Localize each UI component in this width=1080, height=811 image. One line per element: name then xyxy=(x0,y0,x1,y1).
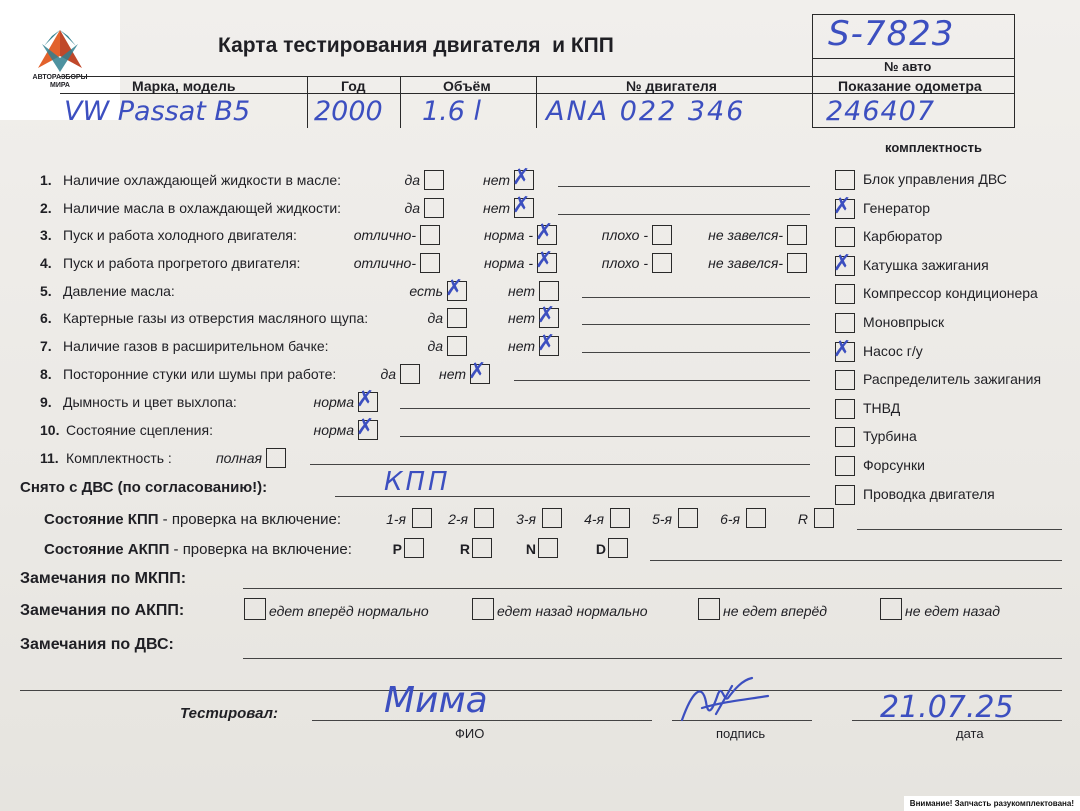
completeness-checkbox-mark-icon: ✗ xyxy=(833,192,852,218)
option-label: да xyxy=(404,172,420,188)
header-col-volume: Объём xyxy=(443,78,491,94)
answer-line xyxy=(582,297,810,298)
completeness-checkbox[interactable] xyxy=(835,313,855,333)
question-number: 11. xyxy=(40,450,59,466)
option-label: не завелся- xyxy=(708,255,783,271)
completeness-checkbox[interactable] xyxy=(835,170,855,190)
completeness-label: Распределитель зажигания xyxy=(863,371,1042,388)
completeness-checkbox[interactable] xyxy=(835,227,855,247)
option-checkbox-mark-icon: ✗ xyxy=(445,275,464,300)
mode-checkbox[interactable] xyxy=(608,538,628,558)
gear-label: 1-я xyxy=(386,511,406,527)
logo-text-line2: МИРА xyxy=(50,82,70,89)
completeness-checkbox-mark-icon: ✗ xyxy=(833,249,852,275)
akpp-label xyxy=(44,541,352,558)
option-label: нет xyxy=(508,338,535,354)
gear-checkbox[interactable] xyxy=(814,508,834,528)
kpp-label xyxy=(44,511,341,528)
akpp-remark-checkbox[interactable] xyxy=(244,598,266,620)
akpp-remark-label: едет вперёд нормально xyxy=(269,603,429,619)
option-label: да xyxy=(404,200,420,216)
mode-label: D xyxy=(595,541,606,557)
header-col-sep-4 xyxy=(812,76,813,128)
completeness-checkbox[interactable] xyxy=(833,192,855,219)
completeness-checkbox[interactable] xyxy=(835,427,855,447)
engine-number-value: ANA 022 346 xyxy=(546,96,746,127)
gear-label: 3-я xyxy=(516,511,536,527)
question-number: 3. xyxy=(40,227,52,243)
question-text: Комплектность : xyxy=(66,450,172,466)
question-number: 8. xyxy=(40,366,52,382)
option-label: отлично- xyxy=(353,227,416,243)
fio-caption: ФИО xyxy=(455,726,485,741)
option-label: нет xyxy=(508,310,535,326)
answer-line xyxy=(400,408,810,409)
completeness-label: Форсунки xyxy=(863,457,925,473)
question-number: 1. xyxy=(40,172,52,188)
completeness-checkbox[interactable] xyxy=(833,249,855,276)
option-label: отлично- xyxy=(353,255,416,271)
remarks-dvs-line-1 xyxy=(243,658,1062,659)
option-checkbox[interactable] xyxy=(424,170,444,190)
gear-label: 2-я xyxy=(448,511,468,527)
remarks-mkpp-label: Замечания по МКПП: xyxy=(20,570,187,587)
option-checkbox[interactable] xyxy=(447,336,467,356)
option-checkbox[interactable] xyxy=(537,330,559,356)
mode-label: N xyxy=(525,541,536,557)
option-label: не завелся- xyxy=(708,227,783,243)
question-text: Посторонние стуки или шумы при работе: xyxy=(63,366,337,382)
akpp-remark-checkbox[interactable] xyxy=(698,598,720,620)
option-checkbox-mark-icon: ✗ xyxy=(512,164,531,189)
option-checkbox[interactable] xyxy=(420,253,440,273)
gear-checkbox[interactable] xyxy=(412,508,432,528)
option-label: да xyxy=(427,338,443,354)
mode-checkbox[interactable] xyxy=(404,538,424,558)
option-label: норма - xyxy=(483,255,533,271)
option-label: норма xyxy=(313,394,354,410)
option-checkbox[interactable] xyxy=(537,302,559,328)
option-checkbox[interactable] xyxy=(787,225,807,245)
option-checkbox[interactable] xyxy=(266,448,286,468)
kpp-label-bold: Состояние КПП xyxy=(44,511,159,528)
sign-caption: подпись xyxy=(716,726,766,741)
question-number: 6. xyxy=(40,310,52,326)
question-number: 7. xyxy=(40,338,52,354)
logo-text-line1: АВТОРАЗБОРЫ xyxy=(32,74,88,81)
question-text: Наличие газов в расширительном бачке: xyxy=(63,338,329,354)
option-label: плохо - xyxy=(601,227,648,243)
header-col-sep-1 xyxy=(307,76,308,128)
option-label: нет xyxy=(483,172,510,188)
option-checkbox[interactable] xyxy=(468,358,490,384)
question-number: 4. xyxy=(40,255,52,271)
answer-line xyxy=(514,380,810,381)
option-checkbox[interactable] xyxy=(420,225,440,245)
header-col-odometer: Показание одометра xyxy=(838,78,982,94)
completeness-label: Блок управления ДВС xyxy=(863,171,1007,187)
logo-mark-icon xyxy=(0,0,120,78)
completeness-label: Катушка зажигания xyxy=(863,256,989,273)
car-number-value: S-7823 xyxy=(828,14,955,54)
option-checkbox[interactable] xyxy=(787,253,807,273)
option-checkbox[interactable] xyxy=(424,198,444,218)
question-text: Картерные газы из отверстия масляного щупа: xyxy=(63,310,369,326)
option-checkbox[interactable] xyxy=(356,414,378,440)
option-label: да xyxy=(380,366,396,382)
footer-warning: Внимание! Запчасть разукомплектована! xyxy=(904,796,1080,811)
kpp-line xyxy=(857,529,1062,530)
completeness-checkbox[interactable] xyxy=(833,335,855,362)
completeness-label: Генератор xyxy=(863,199,931,216)
option-label: да xyxy=(427,310,443,326)
option-checkbox-mark-icon: ✗ xyxy=(356,414,375,439)
answer-line xyxy=(582,352,810,353)
answer-line xyxy=(582,324,810,325)
header-top-line xyxy=(60,76,1015,77)
question-text: Состояние сцепления: xyxy=(66,422,213,438)
option-label: есть xyxy=(409,283,443,299)
completeness-label: Проводка двигателя xyxy=(863,485,995,502)
completeness-checkbox[interactable] xyxy=(835,284,855,304)
option-label: нет xyxy=(508,283,535,299)
option-checkbox[interactable] xyxy=(447,308,467,328)
year-value: 2000 xyxy=(314,96,383,127)
completeness-label: ТНВД xyxy=(863,399,901,416)
header-col-model: Марка, модель xyxy=(132,78,236,94)
tested-label: Тестировал: xyxy=(180,705,278,722)
signature-icon xyxy=(672,672,782,732)
option-checkbox[interactable] xyxy=(512,164,534,190)
answer-line xyxy=(558,214,810,215)
akpp-remark-checkbox[interactable] xyxy=(472,598,494,620)
option-label: норма xyxy=(313,422,354,438)
removed-label: Снято с ДВС (по согласованию!): xyxy=(20,479,268,496)
completeness-label: Турбина xyxy=(863,428,917,445)
completeness-checkbox[interactable] xyxy=(835,399,855,419)
option-checkbox-mark-icon: ✗ xyxy=(512,192,531,217)
completeness-label: Моновпрыск xyxy=(863,314,945,330)
odometer-value: 246407 xyxy=(826,96,936,127)
option-checkbox[interactable] xyxy=(535,219,557,245)
answer-line xyxy=(310,464,810,465)
fio-value: Мима xyxy=(384,680,488,721)
question-text: Пуск и работа холодного двигателя: xyxy=(63,227,297,243)
akpp-label-rest: - проверка на включение: xyxy=(169,541,352,558)
option-checkbox-mark-icon: ✗ xyxy=(356,386,375,411)
header-col-year: Год xyxy=(341,78,366,94)
model-value: VW Passat B5 xyxy=(64,96,251,127)
option-checkbox-mark-icon: ✗ xyxy=(468,358,487,383)
answer-line xyxy=(400,436,810,437)
remarks-akpp-label: Замечания по АКПП: xyxy=(20,602,185,619)
question-number: 5. xyxy=(40,283,52,299)
option-checkbox[interactable] xyxy=(445,275,467,301)
akpp-line xyxy=(650,560,1062,561)
page-title: Карта тестирования двигателя и КПП xyxy=(218,34,614,57)
option-checkbox[interactable] xyxy=(512,192,534,218)
date-caption: дата xyxy=(956,726,984,741)
gear-label: R xyxy=(797,511,808,527)
completeness-checkbox[interactable] xyxy=(835,485,855,505)
question-text: Наличие масла в охлаждающей жидкости: xyxy=(63,200,342,216)
akpp-remark-label: не едет вперёд xyxy=(723,603,828,619)
header-col-engine-number: № двигателя xyxy=(626,78,717,94)
question-text: Пуск и работа прогретого двигателя: xyxy=(63,255,301,271)
remarks-dvs-label: Замечания по ДВС: xyxy=(20,636,174,653)
question-text: Давление масла: xyxy=(63,283,175,299)
kpp-label-rest: - проверка на включение: xyxy=(158,511,342,528)
completeness-checkbox[interactable] xyxy=(835,456,855,476)
date-value: 21.07.25 xyxy=(880,690,1014,725)
option-checkbox[interactable] xyxy=(652,225,672,245)
header-col-sep-2 xyxy=(400,76,401,128)
car-number-label: № авто xyxy=(884,59,932,74)
removed-value: КПП xyxy=(384,467,451,497)
gear-label: 5-я xyxy=(652,511,672,527)
completeness-title: комплектность xyxy=(885,140,982,155)
gear-label: 6-я xyxy=(720,511,740,527)
option-label: нет xyxy=(483,200,510,216)
gear-checkbox[interactable] xyxy=(474,508,494,528)
option-label: полная xyxy=(215,450,262,466)
question-number: 10. xyxy=(40,422,60,438)
remarks-mkpp-line xyxy=(243,588,1062,589)
option-checkbox-mark-icon: ✗ xyxy=(535,219,554,244)
akpp-remark-label: едет назад нормально xyxy=(497,603,648,619)
akpp-remark-label: не едет назад xyxy=(905,603,1000,619)
option-checkbox[interactable] xyxy=(400,364,420,384)
completeness-label: Компрессор кондиционера xyxy=(863,285,1038,302)
completeness-checkbox[interactable] xyxy=(835,370,855,390)
question-number: 2. xyxy=(40,200,52,216)
option-label: плохо - xyxy=(601,255,648,271)
option-checkbox-mark-icon: ✗ xyxy=(537,302,556,327)
question-text: Дымность и цвет выхлопа: xyxy=(63,394,237,410)
volume-value: 1.6 l xyxy=(422,96,482,127)
gear-checkbox[interactable] xyxy=(610,508,630,528)
mode-checkbox[interactable] xyxy=(538,538,558,558)
mode-checkbox[interactable] xyxy=(472,538,492,558)
akpp-label-bold: Состояние АКПП xyxy=(44,541,170,558)
header-col-sep-3 xyxy=(536,76,537,128)
option-checkbox[interactable] xyxy=(356,386,378,412)
gear-checkbox[interactable] xyxy=(746,508,766,528)
mode-label: P xyxy=(392,541,402,557)
question-number: 9. xyxy=(40,394,52,410)
option-checkbox[interactable] xyxy=(652,253,672,273)
mode-label: R xyxy=(459,541,470,557)
completeness-label: Карбюратор xyxy=(863,228,943,245)
gear-label: 4-я xyxy=(584,511,604,527)
option-checkbox[interactable] xyxy=(535,247,557,273)
option-checkbox-mark-icon: ✗ xyxy=(537,330,556,355)
gear-checkbox[interactable] xyxy=(542,508,562,528)
option-checkbox[interactable] xyxy=(539,281,559,301)
option-checkbox-mark-icon: ✗ xyxy=(535,247,554,272)
option-label: норма - xyxy=(483,227,533,243)
answer-line xyxy=(558,186,810,187)
completeness-checkbox-mark-icon: ✗ xyxy=(833,335,852,361)
gear-checkbox[interactable] xyxy=(678,508,698,528)
question-text: Наличие охлаждающей жидкости в масле: xyxy=(63,172,342,188)
akpp-remark-checkbox[interactable] xyxy=(880,598,902,620)
completeness-label: Насос г/у xyxy=(863,342,923,359)
option-label: нет xyxy=(439,366,466,382)
